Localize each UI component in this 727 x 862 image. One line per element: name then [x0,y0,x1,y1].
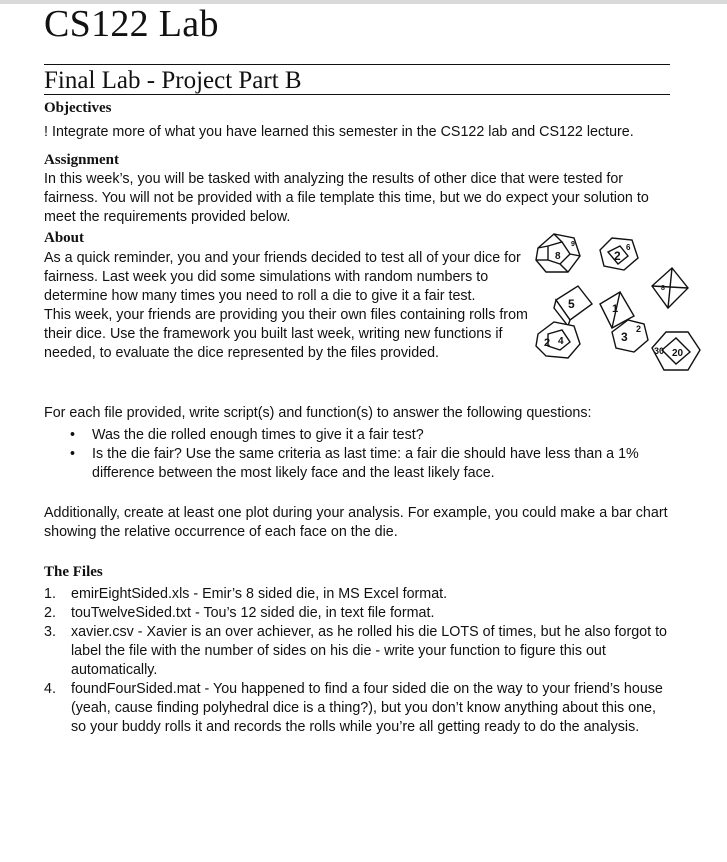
file-description: emirEightSided.xls - Emir’s 8 sided die, in MS Excel format. [71,586,448,602]
list-item [70,426,690,445]
list-number: 1. [44,586,56,602]
die-label: 2 [636,324,642,334]
files-heading: The Files [44,564,103,580]
list-item [44,680,674,737]
die-label: 1 [612,303,619,315]
die-label: 8 [555,251,561,262]
list-number: 2. [44,605,56,621]
objectives-text [44,123,634,142]
files-list [44,585,674,737]
about-paragraph-2: This week, your friends are providing you their own files containing rolls from their dice. Use the framework you built last week, writing new functions if needed, to evaluate the dice represented by the files provided. [44,307,528,361]
die-d12b-icon [536,322,580,358]
section-rule [44,94,670,95]
die-d6-icon [554,286,592,326]
file-description: xavier.csv - Xavier is an over achiever, as he rolled his die LOTS of times, but he also forgot to label the file with the number of sides on his die - write your function to figure this out automatically. [71,624,667,678]
die-d10-icon [600,238,638,270]
list-item [44,604,674,623]
objectives-heading: Objectives [44,100,112,116]
die-label: 30 [654,346,665,356]
objectives-body: Integrate more of what you have learned this semester in the CS122 lab and CS122 lecture. [51,124,634,140]
question-text: Is the die fair? Use the same criteria as last time: a fair die should have less than a 1% difference between the most likely face and the least likely face. [92,446,639,481]
file-description: touTwelveSided.txt - Tou’s 12 sided die, in text file format. [71,605,435,621]
die-label: 5 [568,297,575,311]
list-number: 3. [44,624,56,640]
section-title: Final Lab - Project Part B [44,67,302,94]
die-label: 2 [544,337,551,349]
die-label: 4 [558,336,564,347]
die-label: 9 [571,241,575,248]
bullet-glyph: • [70,446,76,462]
die-label: 6 [626,243,631,252]
about-heading: About [44,230,85,246]
title-rule [44,64,670,65]
file-description: foundFourSided.mat - You happened to find a four sided die on the way to your friend’s house (yeah, cause finding polyhedral dice is a thing?), but you don’t know anything about this one, so your buddy rolls it and records the rolls while you’re all getting ready to do the analysis. [71,681,663,735]
bullet-glyph: • [70,427,76,443]
questions-intro: For each file provided, write script(s) and function(s) to answer the following questions: [44,405,592,421]
dice-illustration [528,228,704,378]
document-title: CS122 Lab [44,3,219,45]
list-item [70,445,690,483]
die-label: 2 [614,249,621,263]
die-label: 20 [672,348,684,359]
die-d12-icon [536,234,580,272]
assignment-text: In this week’s, you will be tasked with analyzing the results of other dice that were tested for fairness. You will not be provided with a file template this time, but we do expect your solution to meet the requirements provided below. [44,171,649,225]
questions-list [70,426,690,483]
list-item [44,623,674,680]
die-d8-icon [652,268,688,308]
list-number: 4. [44,681,56,697]
plot-note: Additionally, create at least one plot during your analysis. For example, you could make a bar chart showing the relative occurrence of each face on the die. [44,505,668,540]
about-paragraph-1: As a quick reminder, you and your friends decided to test all of your dice for fairness. Last week you did some simulations with random numbers to determine how many times you need to roll a die to give it a fair test. [44,250,521,304]
die-label: 8 [661,285,665,292]
objectives-bullet: ! [44,124,48,140]
die-label: 3 [621,330,628,344]
question-text: Was the die rolled enough times to give it a fair test? [92,427,424,443]
die-d20-icon [652,332,700,370]
list-item [44,585,674,604]
assignment-heading: Assignment [44,152,120,168]
